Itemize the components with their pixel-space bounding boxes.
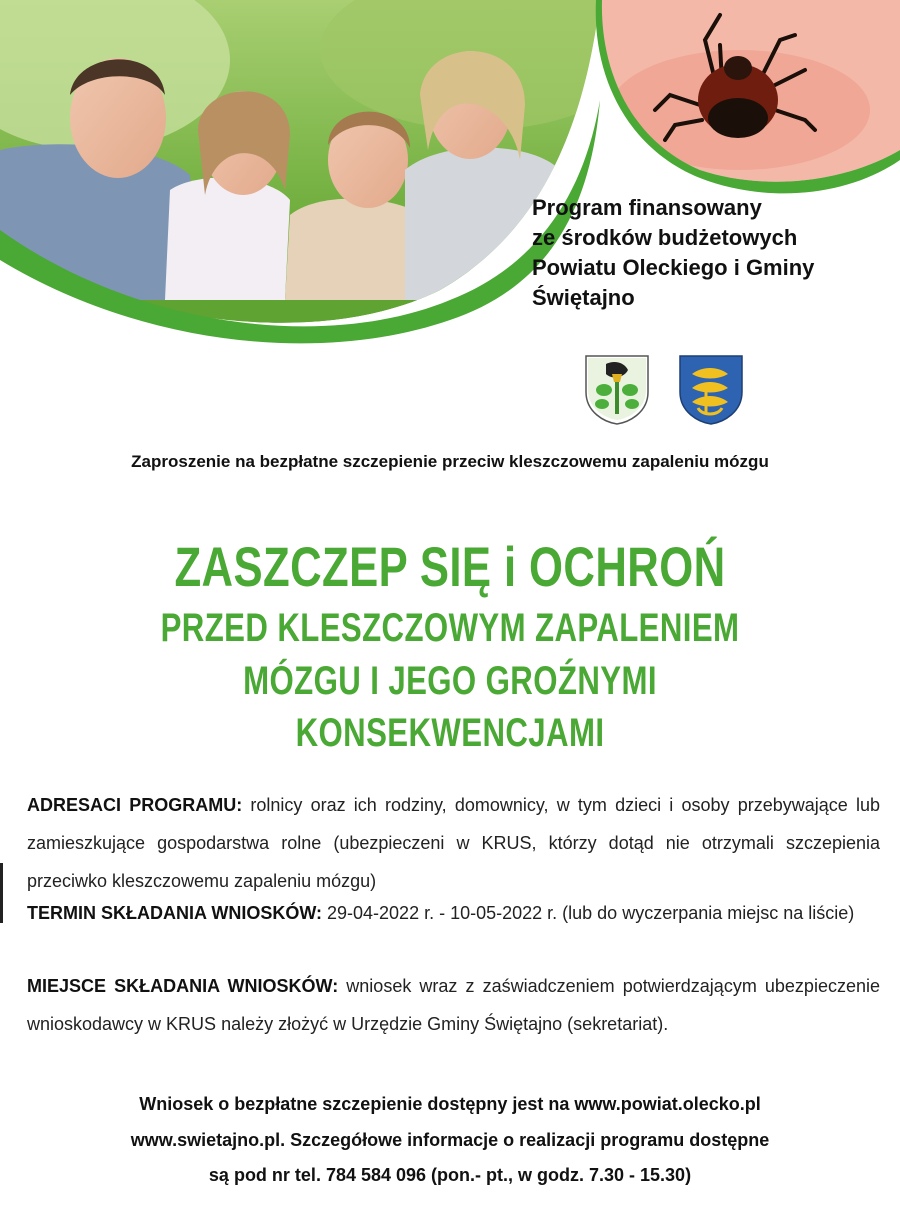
addressees-section <box>27 786 880 900</box>
headline-line-1: ZASZCZEP SIĘ i OCHROŃ <box>174 535 726 598</box>
place-label: MIEJSCE SKŁADANIA WNIOSKÓW: <box>27 976 339 996</box>
swietajno-commune-crest-icon <box>678 354 744 426</box>
deadline-text: 29-04-2022 r. - 10-05-2022 r. (lub do wyczerpania miejsc na liście) <box>327 903 855 923</box>
footer-line-1: Wniosek o bezpłatne szczepienie dostępny jest na www.powiat.olecko.pl <box>139 1094 761 1114</box>
headline-line-2: PRZED KLESZCZOWYM ZAPALENIEM <box>160 606 740 650</box>
invitation-heading: Zaproszenie na bezpłatne szczepienie przeciw kleszczowemu zapaleniu mózgu <box>131 452 769 471</box>
deadline-section <box>27 894 880 932</box>
deadline-label: TERMIN SKŁADANIA WNIOSKÓW: <box>27 903 322 923</box>
footer-line-3: są pod nr tel. 784 584 096 (pon.- pt., w godz. 7.30 - 15.30) <box>208 1165 692 1185</box>
funding-line-2: ze środków budżetowych <box>532 225 798 250</box>
footer-line-2: www.swietajno.pl. Szczegółowe informacje o realizacji programu dostępne <box>130 1130 770 1150</box>
funding-line-3: Powiatu Oleckiego i Gminy <box>532 255 815 280</box>
addressees-text: rolnicy oraz ich rodziny, domownicy, w tym dzieci i osoby przebywające lub zamieszkujące gospodarstwa rolne (ubezpieczeni w KRUS, którzy dotąd nie otrzymali szczepienia przeciwko kleszczowemu zapaleniu mózgu) <box>27 795 880 891</box>
left-edge-mark <box>0 863 3 923</box>
olecko-county-crest-icon <box>584 354 650 426</box>
headline-line-4: KONSEKWENCJAMI <box>295 711 605 755</box>
header-artwork <box>0 0 900 370</box>
headline-line-3: MÓZGU I JEGO GROŹNYMI <box>243 659 657 703</box>
place-text: wniosek wraz z zaświadczeniem potwierdzającym ubezpieczenie wnioskodawcy w KRUS należy złożyć w Urzędzie Gminy Świętajno (sekretariat). <box>27 976 880 1034</box>
funding-info <box>532 193 892 313</box>
funding-line-4: Świętajno <box>532 285 635 310</box>
place-section <box>27 967 880 1043</box>
funding-line-1: Program finansowany <box>532 195 762 220</box>
addressees-label: ADRESACI PROGRAMU: <box>27 795 243 815</box>
tick-photo <box>590 0 900 200</box>
